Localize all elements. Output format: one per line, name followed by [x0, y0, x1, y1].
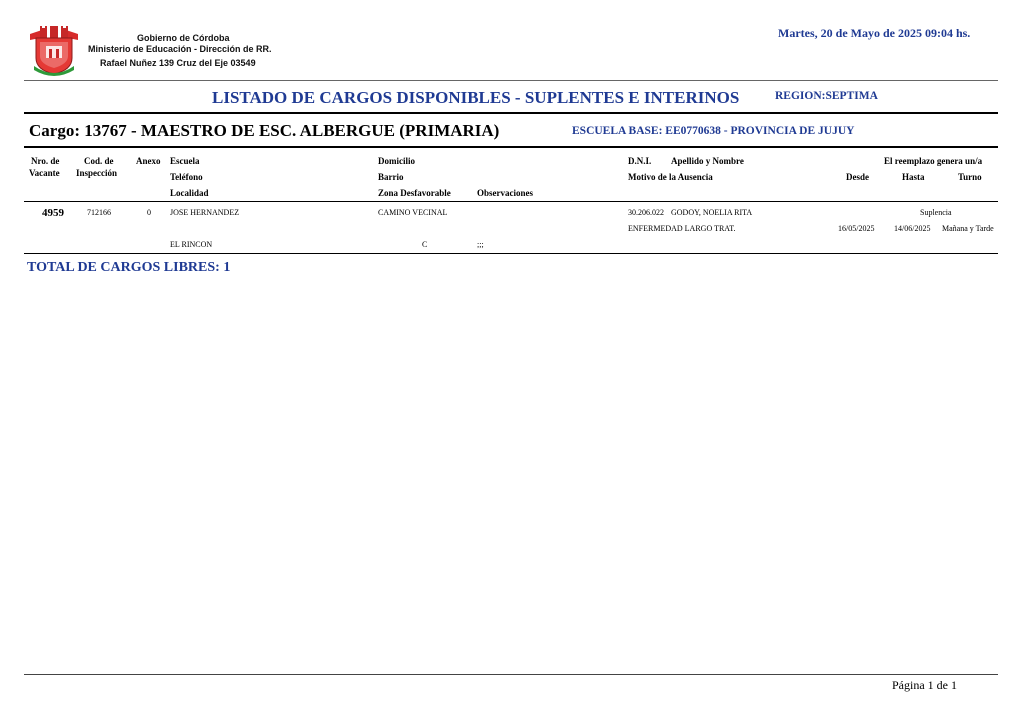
escuela-base: ESCUELA BASE: EE0770638 - PROVINCIA DE JUJUY: [572, 125, 855, 137]
cargo-heading: Cargo: 13767 - MAESTRO DE ESC. ALBERGUE (PRIMARIA): [29, 121, 500, 140]
col-motivo-ausencia: Motivo de la Ausencia: [628, 172, 713, 182]
org-address: Rafael Nuñez 139 Cruz del Eje 03549: [100, 58, 256, 68]
col-desde: Desde: [846, 172, 869, 182]
cell-zona: C: [422, 240, 428, 249]
report-title: LISTADO DE CARGOS DISPONIBLES - SUPLENTES E INTERINOS: [212, 88, 740, 107]
report-datetime: Martes, 20 de Mayo de 2025 09:04 hs.: [778, 26, 971, 40]
col-hasta: Hasta: [902, 172, 925, 182]
cargo-divider: [24, 146, 998, 148]
cell-hasta: 14/06/2025: [894, 224, 931, 233]
col-apellido-nombre: Apellido y Nombre: [671, 156, 744, 166]
col-telefono: Teléfono: [170, 172, 203, 182]
col-localidad: Localidad: [170, 188, 209, 198]
cell-anexo: 0: [147, 208, 151, 217]
cell-escuela: JOSE HERNANDEZ: [170, 208, 240, 217]
col-cod-inspeccion-1: Cod. de: [84, 156, 114, 166]
page-indicator: Página 1 de 1: [892, 678, 957, 692]
cell-cod-inspeccion: 712166: [87, 208, 111, 217]
cell-motivo: ENFERMEDAD LARGO TRAT.: [628, 224, 736, 233]
cell-reemplazo: Suplencia: [920, 208, 952, 217]
col-turno: Turno: [958, 172, 982, 182]
col-anexo: Anexo: [136, 156, 161, 166]
cell-domicilio: CAMINO VECINAL: [378, 208, 448, 217]
col-domicilio: Domicilio: [378, 156, 415, 166]
col-reemplazo: El reemplazo genera un/a: [884, 156, 983, 166]
col-cod-inspeccion-2: Inspección: [76, 168, 118, 178]
col-nro-vacante-1: Nro. de: [31, 156, 60, 166]
header-rule: [24, 201, 998, 202]
cordoba-coat-of-arms-logo: [28, 24, 80, 78]
cell-nro-vacante: 4959: [42, 207, 64, 219]
row-rule: [24, 253, 998, 254]
cell-localidad: EL RINCON: [170, 240, 213, 249]
cell-desde: 16/05/2025: [838, 224, 875, 233]
org-name: Gobierno de Córdoba: [137, 33, 230, 43]
col-escuela: Escuela: [170, 156, 200, 166]
title-divider: [24, 112, 998, 114]
col-dni: D.N.I.: [628, 156, 652, 166]
header-divider: [24, 80, 998, 81]
col-nro-vacante-2: Vacante: [29, 168, 60, 178]
footer-divider: [24, 674, 998, 675]
cell-apellido-nombre: GODOY, NOELIA RITA: [671, 208, 753, 217]
org-ministry: Ministerio de Educación - Dirección de RR.: [88, 44, 272, 54]
region-label: REGION:SEPTIMA: [775, 90, 878, 102]
col-observaciones: Observaciones: [477, 188, 533, 198]
col-zona-desfavorable: Zona Desfavorable: [378, 188, 451, 198]
col-barrio: Barrio: [378, 172, 404, 182]
cell-turno: Mañana y Tarde: [942, 224, 994, 233]
cell-dni: 30.206.022: [628, 208, 664, 217]
total-cargos-libres: TOTAL DE CARGOS LIBRES: 1: [27, 260, 231, 275]
cell-observaciones: ;;;: [477, 240, 484, 249]
